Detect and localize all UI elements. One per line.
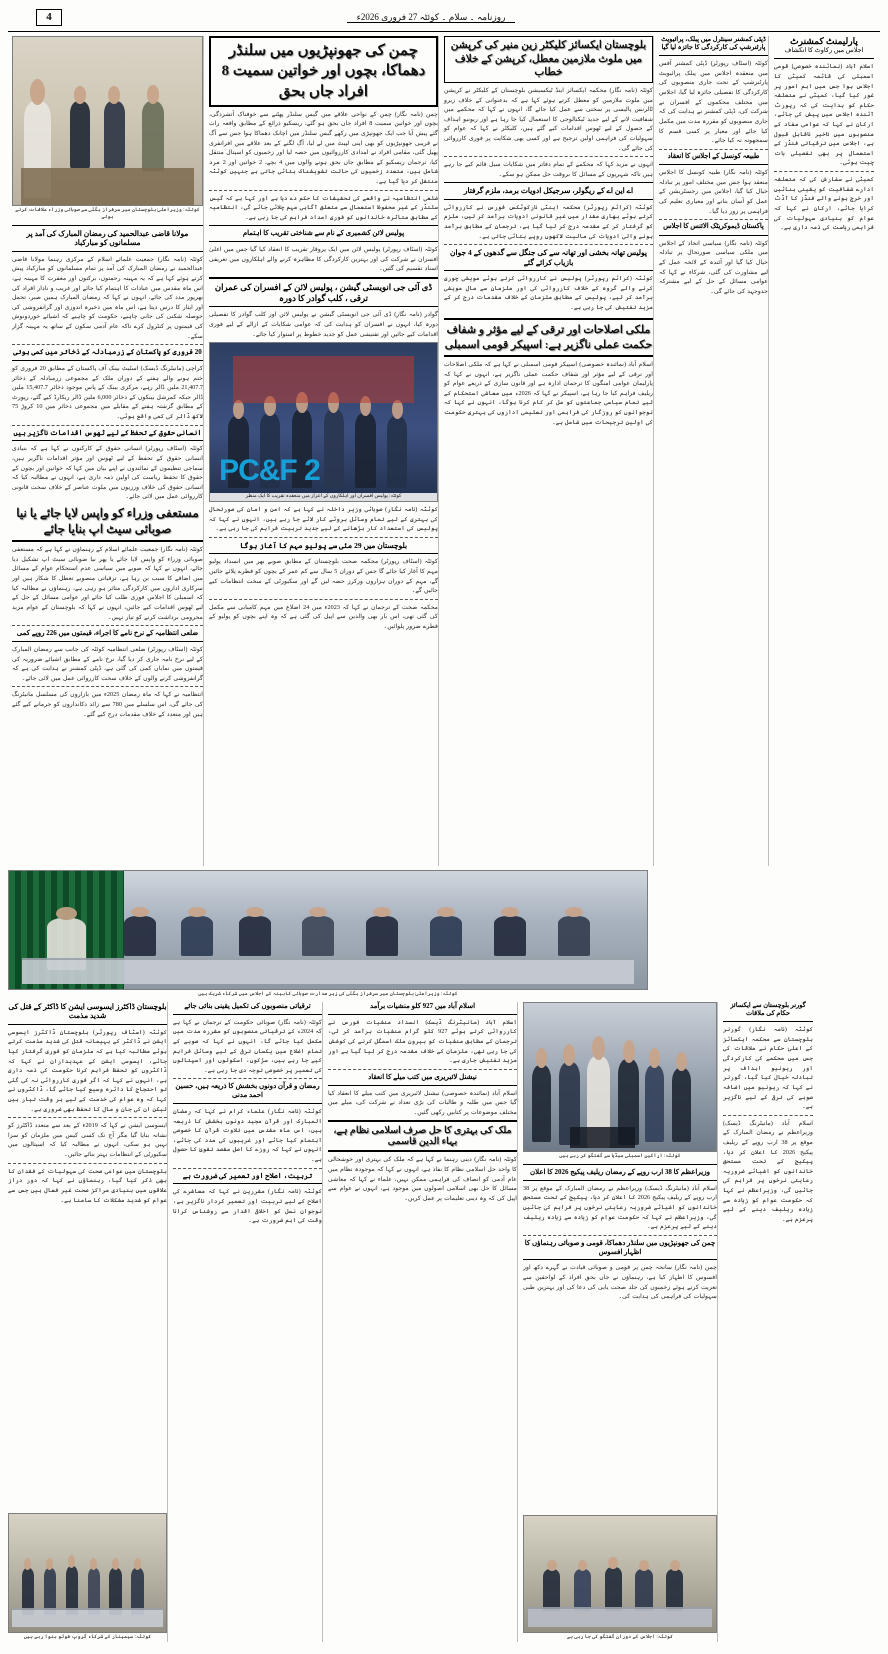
bottom-c4-headline: وزیراعظم کا 38 ارب روپے کے رمضان ریلیف پیکیج 2026 کا اعلان [530,1168,710,1177]
col3-banner-body: اسلام آباد (نمائندہ خصوصی) اسپیکر قومی اسمبلی نے کہا ہے کہ ملکی اصلاحات اور ترقی کے لیے مؤثر اور شفاف حکمت عملی ناگزیر ہے، انہوں نے کہا کہ پارلیمان عوامی امنگوں کا ترجمان ادارہ ہے اور قانون سازی کے ذریعے عوام کو ریلیف فراہم کیا جا رہا ہے، اسپیکر نے کہا کہ 2026ء میں معاشی استحکام کے لیے تمام سیاسی جماعتوں کو مل کر کام کرنا ہوگا، انہوں نے کہا کہ نوجوانوں کو روزگار کی فراہمی اور تعلیمی اداروں کی بہتری حکومت کی اولین ترجیحات میں شامل ہے۔ [444,361,653,426]
col1-headline-3: انسانی حقوق کے تحفظ کے لیے ٹھوس اقدامات ناگزیر ہیں [13,428,202,437]
col1-body-1: کوئٹہ (نامہ نگار) جمعیت علمائے اسلام کے مرکزی رہنما مولانا قاضی عبدالحمید نے رمضان المبارک کی آمد پر تمام مسلمانوں کو مبارکباد پیش کرتے ہوئے کہا ہے کہ یہ مہینہ رحمتوں، برکتوں اور مغفرت کا مہینہ ہے، اس ماہ مقدس میں عبادات کا اہتمام کیا جائے اور غریب و نادار افراد کی بھرپور مدد کی جائے، انہوں نے کہا کہ رمضان المبارک ہمیں صبر، تحمل اور ایثار کا درس دیتا ہے، اس ماہ میں ذخیرہ اندوزی اور گرانفروشی کی حوصلہ شکنی کی جانی چاہیے، حکومت کو چاہیے کہ اشیائے خوردونوش کی قیمتوں پر کنٹرول کرے تاکہ عام آدمی سکون کے ساتھ یہ مہینہ گزار سکے۔ [12,255,203,340]
photo-cabinet-meeting [8,870,648,990]
bottom-column-2 [173,1002,323,1642]
photo-caption-2: کوئٹہ: پولیس افسران اور اہلکاروں کے اعزاز میں منعقدہ تقریب کا ایک منظر [210,493,437,502]
bottom-column-5 [723,1002,813,1642]
col5-body-2: کمیٹی نے سفارش کی کہ متعلقہ ادارے شفافیت کو یقینی بنائیں اور خرچ ہونے والے فنڈز کا آڈٹ کرایا جائے، ارکان نے کہا کہ عوام کو بنیادی سہولیات کی فراہمی ریاست کی ذمہ داری ہے۔ [774,176,874,232]
bottom-c3-headline: اسلام آباد میں 927 کلو منشیات برآمد [369,1002,476,1011]
bottom-c1-body-3: بلوچستان میں عوامی صحت کی سہولیات کے فقدان کا بھی ذکر کیا گیا، رہنماؤں نے کہا کہ دور دراز علاقوں میں بنیادی مراکز صحت غیر فعال ہیں جس سے عوام کو شدید مشکلات کا سامنا ہے۔ [8,1167,167,1204]
masthead [8,6,880,32]
col1-sub-body-2: انتظامیہ نے کہا کہ ماہ رمضان 2025ء میں بازاروں کی مسلسل مانیٹرنگ کی جائے گی، اس سلسلے میں 780 سے زائد دکانداروں کو جرمانے کیے گئے ہیں اور متعدد کے خلاف مقدمات درج کیے گئے۔ [12,691,203,718]
photo-cm-meeting [12,36,203,206]
bottom-c3-headline-2: نیشنل لائبریری میں کتب میلے کا انعقاد [368,1072,477,1081]
bottom-c5-body-extra: اسلام آباد (مانیٹرنگ ڈیسک) وزیراعظم نے رمضان المبارک کے موقع پر 38 ارب روپے کے ریلیف پیکیج 2026 کا اعلان کر دیا، پیکیج کے تحت مستحق خاندانوں کو اشیائے ضروریہ رعایتی نرخوں پر فراہم کی جائیں گی، وزیراعظم نے کہا کہ حکومت عوام کو زیادہ سے زیادہ ریلیف دینے کے لیے پرعزم ہے۔ [723,1119,813,1223]
bottom-c4-body-2: چمن (نامہ نگار) سانحہ چمن پر قومی و صوبائی قیادت نے گہرے دکھ اور افسوس کا اظہار کیا ہے، رہنماؤں نے جاں بحق افراد کے لواحقین سے تعزیت کرتے ہوئے زخمیوں کی جلد صحت یابی کی دعا کی اور بہترین طبی سہولیات کی فراہمی کی ہدایت کی۔ [523,1264,717,1301]
mid-photo-block [8,870,880,999]
bottom-c2-headline-2: رمضان و قرآن دونوں بخشش کا ذریعہ ہیں، حسین احمد مدنی [175,1082,320,1100]
bottom-c2-headline-3: تربیت، اصلاح اور تعمیر کی ضرورت ہے [182,1171,313,1180]
bottom-c2-body-2: کوئٹہ (نامہ نگار) علماء کرام نے کہا کہ رمضان المبارک اور قرآن مجید دونوں بخشش کا ذریعہ ہیں، اس ماہ مقدس میں تلاوت قرآن کا خصوصی اہتمام کیا جائے اور غریبوں کی مدد کی جائے، انہوں نے کہا کہ روزے کا اصل مقصد تقویٰ کا حصول ہے۔ [173,1107,322,1163]
bottom-c1-body-2: ایسوسی ایشن نے کہا کہ 2019ء کے بعد سے متعدد ڈاکٹرز کو نشانہ بنایا گیا مگر آج تک کسی کیس میں ملزمان کو سزا نہیں ہو سکی، انہوں نے مطالبہ کیا کہ اسپتالوں میں سکیورٹی کے انتظامات بہتر بنائے جائیں۔ [8,1122,168,1159]
column-3 [444,36,654,866]
bottom-column-1 [8,1002,168,1642]
column-2 [209,36,439,866]
lead-headline-box [209,36,438,107]
col2-small-headline: پولیس لائن کشمیری کے نام سے شناختی تقریب کا اہتمام [242,229,405,238]
page-number: 4 [36,9,62,26]
col4-headline-3: پاکستان ڈیموکریٹک الائنس کا اجلاس [663,223,764,231]
col3-body-1: کوئٹہ (نامہ نگار) محکمہ ایکسائز اینڈ ٹیکسیشن بلوچستان کے کلیکٹر نے کرپشن میں ملوث ملازمین کو معطل کرتے ہوئے کہا ہے کہ بدعنوانی کے خلاف زیرو ٹالرنس پالیسی پر سختی سے عمل کیا جائے گا، انہوں نے کہا کہ محکمے میں شفافیت لانے کے لیے جدید ٹیکنالوجی کا استعمال کیا جا رہا ہے اور ریونیو اہداف کے حصول کے لیے ٹھوس اقدامات کیے گئے ہیں، کلیکٹر نے کہا کہ عوام کو سہولیات کی فراہمی اولین ترجیح ہے اور کسی بھی شکایت پر فوری کارروائی کی جائے گی۔ [444,86,653,152]
col2-news2-body: کوئٹہ (اسٹاف رپورٹر) محکمہ صحت بلوچستان کے مطابق صوبے بھر میں انسداد پولیو مہم کا آغاز کیا جائے گا جس کے دوران 5 سال سے کم عمر کے بچوں کو قطرے پلائے جائیں گے، مہم کے دوران ہزاروں ورکرز حصہ لیں گے اور سکیورٹی کے سخت انتظامات کیے جائیں گے۔ [209,558,438,595]
bottom-c3-body: اسلام آباد (مانیٹرنگ ڈیسک) انسداد منشیات فورس نے کارروائی کرتے ہوئے 927 کلو گرام منشیات برآمد کر لی، ترجمان کے مطابق منشیات کو بیرون ملک اسمگل کرنے کی کوشش کی جا رہی تھی، ملزمان کے خلاف مقدمہ درج کر لیا گیا ہے اور مزید تفتیش جاری ہے۔ [328,1018,517,1065]
photo-caption-bottom-2: کوئٹہ: اجلاس کے دوران گفتگو کی جا رہی ہے [566,1634,674,1640]
col4-body-2: کوئٹہ (نامہ نگار) طبیہ کونسل کا اجلاس منعقد ہوا جس میں مختلف امور پر تبادلہ خیال کیا گیا، اجلاس میں رجسٹریشن کے عمل کو آسان بنانے اور معیاری تعلیم کی فراہمی پر زور دیا گیا۔ [659,169,768,215]
col4-body-3: کوئٹہ (نامہ نگار) سیاسی اتحاد کے اجلاس میں ملکی سیاسی صورتحال پر تبادلہ خیال کیا گیا اور آئندہ کے لائحہ عمل کے لیے مشاورت کی گئی، شرکاء نے کہا کہ عوامی مسائل کے حل کے لیے مشترکہ جدوجہد کی جائے گی۔ [659,239,768,295]
col2-mid-headline: ڈی آئی جی انویسٹی گیشن ، پولیس لائن کے افسران کی عمران ترقی ، کلب گوادر کا دورہ [214,282,433,303]
col3-headline-2: اے این اے کے ریگولر، سرجیکل ادویات برمد، ملزم گرفتار [463,186,634,196]
column-5 [774,36,874,866]
bottom-c5-headline: گورنر بلوچستان سے ایکسائز حکام کی ملاقات [730,1002,806,1018]
photo-caption-bottom-1: کوئٹہ: سیمینار کے شرکاء گروپ فوٹو بنوا رہے ہیں [23,1634,152,1640]
col1-sub-body-1: کوئٹہ (اسٹاف رپورٹر) ضلعی انتظامیہ کوئٹہ کی جانب سے رمضان المبارک کے لیے نرخ نامہ جاری کر دیا گیا، نرخ نامے کے مطابق اشیائے ضروریہ کی قیمتوں میں نمایاں کمی کی گئی ہے، ڈپٹی کمشنر نے ہدایت کی ہے کہ گرانفروشی کرنے والوں کے خلاف سخت کارروائی عمل میں لائی جائے۔ [12,645,203,682]
bottom-c4-body: اسلام آباد (مانیٹرنگ ڈیسک) وزیراعظم نے رمضان المبارک کے موقع پر 38 ارب روپے کے ریلیف پیکیج 2026 کا اعلان کر دیا، پیکیج کے تحت مستحق خاندانوں کو اشیائے ضروریہ رعایتی نرخوں پر فراہم کی جائیں گی، وزیراعظم نے کہا کہ حکومت عوام کو زیادہ سے زیادہ ریلیف دینے کے لیے پرعزم ہے۔ [523,1184,718,1231]
column-4 [659,36,769,866]
col1-banner-headline: مستعفی وزراء کو واپس لایا جائے یا نیا صوبائی سیٹ اپ بنایا جائے [16,506,199,536]
col3-headline-1: بلوچستان ایکسائز کلیکٹر زین منیر کی کرپشن میں ملوث ملازمین معطل، کرپشن کے خلاف خطاب [450,40,647,79]
col1-banner-body: کوئٹہ (نامہ نگار) جمعیت علمائے اسلام کے رہنماؤں نے کہا ہے کہ مستعفی صوبائی وزراء کو واپس لایا جائے یا پھر نیا صوبائی سیٹ اپ تشکیل دیا جائے، انہوں نے کہا کہ صوبے میں سیاسی عدم استحکام عوام کے مسائل میں اضافے کا سبب بن رہا ہے، ترقیاتی منصوبے تعطل کا شکار ہیں اور سرکاری اداروں میں کارکردگی متاثر ہو رہی ہے، رہنماؤں نے مطالبہ کیا کہ اسمبلی کا اجلاس فوری طلب کیا جائے اور عوامی مسائل کے حل کے لیے ٹھوس اقدامات کیے جائیں، انہوں نے کہا کہ بلوچستان کے عوام مزید محرومی برداشت کرنے کو تیار نہیں۔ [12,546,203,621]
lead-headline: چمن کی جھونپڑیوں میں سلنڈر دھماکا، بچوں اور خواتین سمیت 8 افراد جاں بحق [221,43,426,100]
col4-headline-2: طبیعہ کونسل کے اجلاس کا انعقاد [667,152,760,160]
bottom-column-3 [328,1002,518,1642]
photo-caption-mid: کوئٹہ: وزیراعلیٰ بلوچستان میر سرفراز بگٹی کی زیر صدارت صوبائی کابینہ کے اجلاس میں شرکاء شریک ہیں [198,991,458,997]
bottom-column-4 [523,1002,718,1642]
column-1 [8,36,204,866]
photo-press-talk [523,1002,717,1152]
bottom-c3-body-2: اسلام آباد (نمائندہ خصوصی) نیشنل لائبریری میں کتب میلے کا انعقاد کیا گیا جس میں طلبہ و طالبات کی بڑی تعداد نے شرکت کی، میلے میں مختلف موضوعات پر کتابیں رکھی گئیں۔ [328,1089,517,1116]
col1-body-2: کراچی (مانیٹرنگ ڈیسک) اسٹیٹ بینک آف پاکستان کے مطابق 20 فروری کو ختم ہونے والے ہفتے کے دوران ملک کے مجموعی زرمبادلہ کے ذخائر 21,407.7 ملین ڈالر رہے، مرکزی بینک کے پاس موجود ذخائر 15,407.7 ملین ڈالر جبکہ کمرشل بینکوں کے ذخائر 6,000 ملین ڈالر ریکارڈ کیے گئے، رپورٹ کے مطابق گزشتہ ہفتے کے مقابلے میں مجموعی ذخائر میں 10 کروڑ 75 لاکھ ڈالر کی کمی واقع ہوئی۔ [12,365,203,421]
col3-banner-headline: ملکی اصلاحات اور ترقی کے لیے مؤثر و شفاف حکمت عملی ناگزیر ہے: اسپیکر قومی اسمبلی [444,324,653,351]
masthead-date-text: روزنامہ ۔ سلام ۔ کوئٹہ 27 فروری 2026ء [347,12,516,23]
top-section [8,36,880,866]
bottom-section [8,1002,880,1642]
stage-logo-text: PC&F 2 [219,454,320,488]
bottom-c3-banner-headline: ملک کی بہتری کا حل صرف اسلامی نظام ہے، بہاء الدین قاسمی [333,1126,512,1148]
col2-news2-headline: بلوچستان میں 29 مئی سے پولیو مہم کا آغاز ہوگا [239,540,408,550]
bottom-c3-body-3: کوئٹہ (نامہ نگار) دینی رہنما نے کہا ہے کہ ملک کی بہتری اور خوشحالی کا واحد حل اسلامی نظام کا نفاذ ہے، انہوں نے کہا کہ موجودہ نظام میں عام آدمی کو انصاف کی فراہمی ممکن نہیں، علماء نے کہا کہ معاشی مسائل کا حل بھی اسلامی اصولوں میں موجود ہے، انہوں نے عوام سے اپیل کی کہ وہ دینی تعلیمات پر عمل کریں۔ [328,1156,517,1202]
col2-small-body: کوئٹہ (اسٹاف رپورٹر) پولیس لائن میں ایک پروقار تقریب کا انعقاد کیا گیا جس میں اعلیٰ افسران نے شرکت کی اور بہترین کارکردگی کا مظاہرہ کرنے والے اہلکاروں میں تعریفی اسناد تقسیم کی گئیں۔ [209,246,438,273]
col3-body-3: کوئٹہ (کرائم رپورٹر) محکمہ اینٹی نارکوٹکس فورس نے کارروائی کرتے ہوئے بھاری مقدار میں غیر قانونی ادویات برآمد کر لیں، ملزم کو گرفتار کر کے مقدمہ درج کر لیا گیا ہے، ترجمان کے مطابق برآمد ہونے والی ادویات کی مالیت لاکھوں روپے بتائی جاتی ہے۔ [444,203,653,240]
col3-headline-3: پولیس تھانہ بخشی اور تھانہ سے کی جنگل سے گدھوں کے 4 جوان بازیاب کرائے گئے [450,248,647,267]
lead-body-1: چمن (نامہ نگار) چمن کے نواحی علاقے میں گیس سلنڈر پھٹنے سے خوفناک آتشزدگی، بچوں اور خواتین سمیت 8 افراد جاں بحق ہو گئے، ریسکیو ذرائع کے مطابق واقعہ رات گئے پیش آیا جب ایک جھونپڑی میں رکھے گیس سلنڈر میں اچانک دھماکا ہوا جس سے آگ نے قریبی جھونپڑیوں کو بھی اپنی لپیٹ میں لے لیا، آگ لگنے کے بعد علاقے میں افراتفری پھیل گئی، مقامی افراد نے امدادی کارروائیوں میں حصہ لیا اور زخمیوں کو اسپتال منتقل کیا، ترجمان ریسکیو کے مطابق جاں بحق ہونے والوں میں 4 بچے، 2 خواتین اور 2 مرد شامل ہیں، متعدد زخمیوں کی حالت تشویشناک بتائی جاتی ہے جنہیں کوئٹہ منتقل کر دیا گیا ہے۔ [209,110,438,186]
photo-bottom-2 [523,1515,717,1633]
col2-news3-body: محکمہ صحت کے ترجمان نے کہا کہ 2023ء میں 24 اضلاع میں مہم کامیابی سے مکمل کی گئی تھی، اس بار بھی والدین سے اپیل کی گئی ہے کہ وہ اپنے بچوں کو پولیو کے قطرے ضرور پلوائیں۔ [209,603,439,630]
col5-body-1: اسلام آباد (نمائندہ خصوصی) قومی اسمبلی کی قائمہ کمیٹی کا اجلاس ہوا جس میں اہم امور پر غور کیا گیا، کمیٹی نے متعلقہ حکام کو ہدایت کی کہ رپورٹ آئندہ اجلاس میں پیش کی جائے، ارکان نے کہا کہ عوامی مفاد کے منصوبوں میں تاخیر ناقابل قبول ہے، اجلاس میں ترقیاتی فنڈز کے استعمال پر بھی تفصیلی بات چیت ہوئی۔ [774,63,874,167]
col1-headline-1: مولانا قاضی عبدالحمید کی رمضان المبارک کی آمد پر مسلمانوں کو مبارکباد [26,229,189,248]
bottom-c2-headline: ترقیاتی منصوبوں کی تکمیل یقینی بنائی جائے [184,1002,311,1011]
bottom-c2-body-3: کوئٹہ (نامہ نگار) مقررین نے کہا کہ معاشرے کی اصلاح کے لیے تربیت اور تعمیر کردار ناگزیر ہے، نوجوان نسل کو اخلاقی اقدار سے روشناس کرانا وقت کی اہم ضرورت ہے۔ [173,1188,322,1225]
bottom-c4-headline-2: چمن کی جھونپڑیوں میں سلنڈر دھماکا، قومی و صوبائی رہنماؤں کا اظہار افسوس [524,1238,716,1256]
col1-headline-2: 20 فروری کو پاکستان کے زرمبادلہ کے ذخائر میں کمی ہوئی [13,348,202,357]
photo-ceremony [209,342,438,502]
col1-sub-headline-1: ضلعی انتظامیہ کے نرخ نامے کا اجراء، قیمتوں میں 226 روپے کمی [16,629,199,638]
col3-body-2: انہوں نے مزید کہا کہ محکمے کے تمام دفاتر میں شکایات سیل قائم کیے جا رہے ہیں تاکہ شہریوں کے مسائل کا بروقت حل ممکن ہو سکے۔ [444,161,653,178]
bottom-c2-body: کوئٹہ (نامہ نگار) صوبائی حکومت کے ترجمان نے کہا ہے کہ 2024ء کے ترقیاتی منصوبوں کو مقررہ مدت میں مکمل کیا جائے گا، انہوں نے کہا کہ صوبے کے تمام اضلاع میں یکساں ترقی کے لیے وسائل فراہم کیے جا رہے ہیں، سڑکوں، اسکولوں اور اسپتالوں کی تعمیر پر خصوصی توجہ دی جا رہی ہے۔ [173,1018,322,1074]
col2-after-photo-body: کوئٹہ (نامہ نگار) صوبائی وزیر داخلہ نے کہا ہے کہ امن و امان کی صورتحال کی بہتری کے لیے تمام وسائل بروئے کار لائے جا رہے ہیں، انہوں نے کہا کہ پولیس کی استعداد کار بڑھانے کے لیے جدید تربیت فراہم کی جا رہی ہے۔ [209,506,438,533]
photo-caption-1: کوئٹہ: وزیراعلیٰ بلوچستان میر سرفراز بگٹی سے صوبائی وزراء ملاقات کرتے ہوئے [15,207,200,221]
bottom-c1-headline: بلوچستان ڈاکٹرز ایسوسی ایشن کا ڈاکٹر کے قتل کی شدید مذمت [8,1002,167,1021]
col5-headline-1: پارلیمنٹ کمشنرٹ [790,36,858,46]
col3-headline-box [444,36,653,83]
bottom-c1-body-1: کوئٹہ (اسٹاف رپورٹر) بلوچستان ڈاکٹرز ایسوسی ایشن نے ڈاکٹر کے بہیمانہ قتل کی شدید مذمت کرتے ہوئے مطالبہ کیا ہے کہ ملزمان کو فوری گرفتار کیا جائے، ایسوسی ایشن کے عہدیداران نے کہا کہ ڈاکٹروں کو تحفظ فراہم کرنا حکومت کی ذمہ داری ہے، انہوں نے کہا کہ اگر فوری کارروائی نہ کی گئی تو احتجاج کا دائرہ وسیع کیا جائے گا، ڈاکٹروں نے کہا کہ وہ عوام کی خدمت کے لیے ہر وقت تیار ہیں لیکن ان کی جان و مال کا تحفظ بھی ضروری ہے۔ [8,1028,167,1113]
masthead-date-line [62,12,800,23]
photo-caption-press: کوئٹہ: اراکین اسمبلی میڈیا سے گفتگو کر رہے ہیں [559,1153,681,1160]
lead-body-2: ضلعی انتظامیہ نے واقعے کی تحقیقات کا حکم دے دیا ہے اور کہا ہے کہ گیس سلنڈر کے غیر محفوظ استعمال سے متعلق آگاہی مہم چلائی جائے گی، انتظامیہ کے مطابق متاثرہ خاندانوں کو فوری امداد فراہم کی جا رہی ہے۔ [209,194,438,221]
col3-body-4: کوئٹہ (کرائم رپورٹر) پولیس نے کارروائی کرتے ہوئے مویشی چوری کرنے والے گروہ کے خلاف کارروائی کی اور ملزمان سے مال مویشی برآمد کر لیے، پولیس کے مطابق ملزمان کے خلاف مقدمات درج کر کے مزید تفتیش کی جا رہی ہے۔ [444,274,653,311]
col1-body-3: کوئٹہ (اسٹاف رپورٹر) انسانی حقوق کے کارکنوں نے کہا ہے کہ بنیادی انسانی حقوق کے تحفظ کے لیے ٹھوس اور مؤثر اقدامات ناگزیر ہیں، سماجی تنظیموں کے نمائندوں نے اپنے بیان میں کہا کہ خواتین اور بچوں کے حقوق کا تحفظ ریاست کی اولین ذمہ داری ہے، انہوں نے مطالبہ کیا کہ انسانی حقوق کی خلاف ورزیوں میں ملوث عناصر کے خلاف سخت قانونی کارروائی عمل میں لائی جائے۔ [12,445,203,501]
col4-headline-1: ڈپٹی کمشنر سینٹرل میں پبلک، پرائیویٹ پارٹنرشپ کی کارکردگی کا جائزہ لیا گیا [661,36,766,52]
photo-bottom-1 [8,1513,167,1633]
col4-body-1: کوئٹہ (اسٹاف رپورٹر) ڈپٹی کمشنر آفس میں منعقدہ اجلاس میں پبلک پرائیویٹ پارٹنرشپ کے تحت جاری منصوبوں کی کارکردگی کا تفصیلی جائزہ لیا گیا، اجلاس میں مختلف محکموں کے افسران نے شرکت کی، ڈپٹی کمشنر نے ہدایت کی کہ جاری منصوبوں کو مقررہ مدت میں مکمل کیا جائے اور معیار پر کسی قسم کا سمجھوتہ نہ کیا جائے۔ [659,60,768,145]
col5-subhead-1: اجلاس میں رکاوٹ کا انکشاف [784,47,864,55]
col2-mid-body: گوادر (نامہ نگار) ڈی آئی جی انویسٹی گیشن نے پولیس لائن اور کلب گوادر کا تفصیلی دورہ کیا، انہوں نے افسران کو ہدایت کی کہ عوامی شکایات کے ازالے کے لیے فوری اقدامات کیے جائیں اور تفتیشی عمل کو جدید خطوط پر استوار کیا جائے۔ [209,311,438,338]
bottom-c5-body: کوئٹہ (نامہ نگار) گورنر بلوچستان سے محکمہ ایکسائز کے اعلیٰ حکام نے ملاقات کی جس میں محکمے کی کارکردگی اور ریونیو اہداف پر تبادلہ خیال کیا گیا، گورنر نے کہا کہ ریونیو میں اضافہ صوبے کی ترقی کے لیے ناگزیر ہے۔ [723,1026,813,1111]
